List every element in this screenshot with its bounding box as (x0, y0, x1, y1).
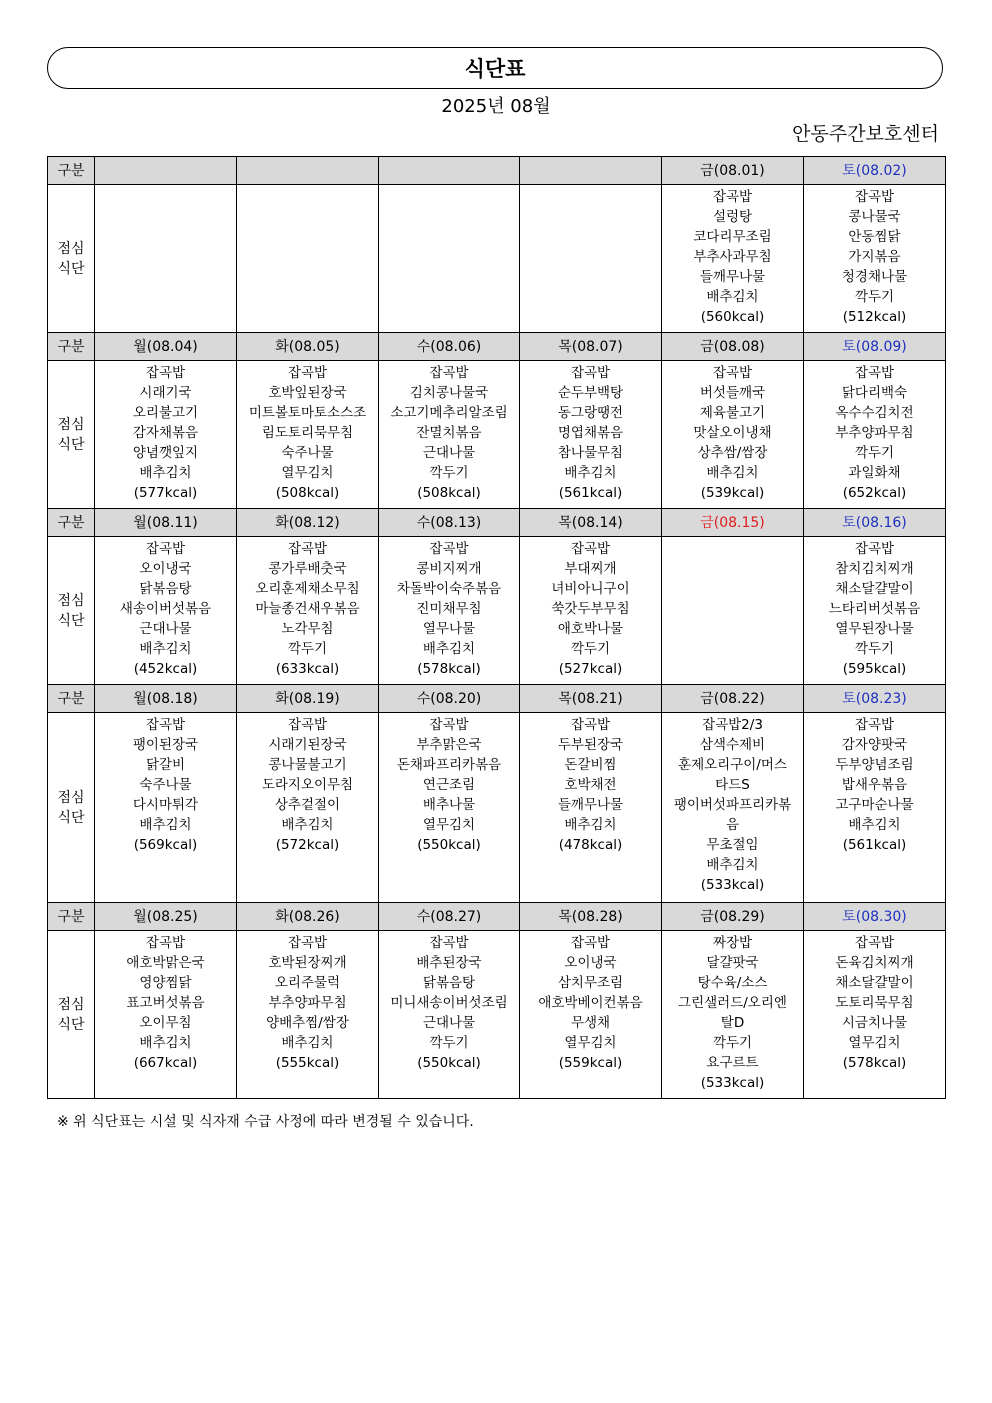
day-date: 수(08.20) (379, 685, 520, 713)
menu-item: 잡곡밥 (287, 717, 328, 733)
day-date: 목(08.21) (520, 685, 662, 713)
meal-cell (237, 713, 379, 903)
center-name: 안동주간보호센터 (792, 123, 939, 145)
menu-item: (559kcal) (558, 1055, 623, 1071)
menu-item: 열무김치 (848, 1035, 901, 1051)
menu-item: 미트볼토마토소스조 (248, 405, 367, 421)
menu-item: 무초절임 (706, 837, 759, 853)
menu-item: 명엽채볶음 (557, 425, 624, 441)
day-date: 토(08.30) (804, 903, 946, 931)
menu-item: 배추김치 (706, 857, 759, 873)
menu-item: 설렁탕 (712, 209, 753, 225)
meal-cell (804, 361, 946, 509)
day-date: 수(08.06) (379, 333, 520, 361)
menu-item: 잡곡밥 (429, 935, 469, 951)
meal-row (48, 713, 946, 903)
division-label: 구분 (48, 333, 95, 361)
menu-item: 부추사과무침 (693, 249, 772, 265)
day-date: 금(08.29) (662, 903, 804, 931)
menu-item: 순두부백탕 (557, 385, 624, 401)
menu-item: 잡곡밥 (570, 935, 611, 951)
menu-item: 팽이버섯파프리카볶 (673, 797, 792, 813)
menu-item: 배추김치 (706, 465, 759, 481)
meal-cell (520, 361, 662, 509)
menu-item: 배추김치 (564, 817, 617, 833)
meal-cell (662, 185, 804, 333)
menu-item: 돈갈비찜 (564, 757, 617, 773)
menu-item: 차돌박이숙주볶음 (396, 581, 502, 597)
menu-item: 감자양팟국 (841, 737, 908, 753)
menu-item: 오이냉국 (564, 955, 617, 971)
menu-item: (561kcal) (558, 485, 623, 501)
menu-item: 열무나물 (422, 621, 476, 637)
menu-item: 삼치무조림 (557, 975, 624, 991)
division-label: 구분 (48, 157, 95, 185)
menu-item: (550kcal) (417, 837, 481, 853)
menu-item: (508kcal) (275, 485, 340, 501)
meal-cell (95, 537, 237, 685)
page-title-text: 식단표 (464, 57, 526, 81)
menu-item: 잡곡밥 (570, 717, 611, 733)
menu-item: (577kcal) (133, 485, 198, 501)
menu-item: 상추쌈/쌈장 (697, 445, 768, 461)
menu-item: 잡곡밥 (287, 365, 328, 381)
menu-item: 무생채 (570, 1015, 611, 1031)
day-date: 목(08.14) (520, 509, 662, 537)
menu-item: 잡곡밥 (854, 365, 895, 381)
menu-table (47, 156, 946, 1099)
menu-item: 채소달걀말이 (835, 581, 914, 597)
menu-item: 참나물무침 (557, 445, 624, 461)
menu-item: (595kcal) (842, 661, 907, 677)
menu-item: 연근조림 (422, 777, 476, 793)
menu-item: 숙주나물 (281, 445, 334, 461)
menu-item: 양념깻잎지 (132, 445, 199, 461)
menu-item: 부대찌개 (564, 561, 617, 577)
day-date: 금(08.01) (662, 157, 804, 185)
day-date (379, 157, 520, 185)
menu-item: 열무김치 (281, 465, 334, 481)
menu-item: 잡곡밥 (712, 365, 753, 381)
menu-item: 닭갈비 (145, 757, 186, 773)
menu-item: 호박잎된장국 (268, 385, 347, 401)
day-date: 금(08.22) (662, 685, 804, 713)
menu-item: (652kcal) (842, 485, 907, 501)
date-header-row (48, 157, 946, 185)
menu-item: 배추김치 (139, 1035, 192, 1051)
footer-note: ※ 위 식단표는 시설 및 식자재 수급 사정에 따라 변경될 수 있습니다. (57, 1114, 474, 1130)
menu-item: 요구르트 (706, 1055, 759, 1071)
day-date: 토(08.16) (804, 509, 946, 537)
menu-item: (478kcal) (558, 837, 623, 853)
menu-item: 배추김치 (706, 289, 759, 305)
meal-label: 점심 식단 (48, 713, 95, 903)
menu-item: 근대나물 (422, 445, 476, 461)
menu-item: 콩나물불고기 (268, 757, 347, 773)
date-header-row (48, 903, 946, 931)
meal-cell (379, 537, 520, 685)
menu-item: 닭다리백숙 (841, 385, 908, 401)
day-date: 토(08.23) (804, 685, 946, 713)
menu-item: (533kcal) (700, 877, 765, 893)
meal-cell (804, 931, 946, 1099)
menu-item: 잡곡밥 (854, 541, 895, 557)
menu-item: 가지볶음 (848, 249, 901, 265)
menu-item: 안동찜닭 (848, 229, 901, 245)
menu-item: 깍두기 (429, 465, 469, 481)
menu-item: 부추양파무침 (835, 425, 914, 441)
menu-item: 잡곡밥 (429, 365, 469, 381)
date-header-row (48, 333, 946, 361)
day-date: 토(08.09) (804, 333, 946, 361)
meal-cell (237, 931, 379, 1099)
menu-item: 열무된장나물 (835, 621, 914, 637)
menu-item: 잡곡밥 (287, 541, 328, 557)
meal-cell (237, 361, 379, 509)
menu-item: 쑥갓두부무침 (551, 601, 630, 617)
menu-item: 배추김치 (139, 817, 192, 833)
menu-item: 호박된장찌개 (268, 955, 347, 971)
menu-item: 소고기메추리알조림 (390, 405, 508, 421)
menu-item: 부추맑은국 (416, 737, 482, 753)
date-header-row (48, 509, 946, 537)
menu-item: 배추김치 (422, 641, 476, 657)
menu-item: 깍두기 (287, 641, 328, 657)
menu-item: 잡곡밥 (145, 541, 186, 557)
menu-item: 진미채무침 (416, 601, 482, 617)
menu-item: 삼색수제비 (699, 737, 766, 753)
meal-cell (95, 931, 237, 1099)
menu-item: 돈육김치찌개 (835, 955, 914, 971)
meal-cell (379, 931, 520, 1099)
menu-item: 잡곡밥 (854, 189, 895, 205)
meal-cell (662, 537, 804, 685)
menu-item: 들깨무나물 (699, 269, 766, 285)
meal-cell (804, 185, 946, 333)
menu-item: 호박채전 (564, 777, 617, 793)
menu-item: 잡곡밥 (145, 717, 186, 733)
menu-item: (452kcal) (133, 661, 198, 677)
day-date: 월(08.25) (95, 903, 237, 931)
menu-item: 애호박맑은국 (126, 955, 205, 971)
menu-item: 숙주나물 (139, 777, 192, 793)
menu-item: 배추김치 (139, 465, 192, 481)
division-label: 구분 (48, 685, 95, 713)
menu-item: 깍두기 (854, 445, 895, 461)
menu-item: 과일화채 (848, 465, 901, 481)
menu-item: 시래기국 (139, 385, 192, 401)
menu-item: 두부된장국 (557, 737, 624, 753)
day-date: 토(08.02) (804, 157, 946, 185)
day-date: 월(08.18) (95, 685, 237, 713)
menu-item: 다시마튀각 (132, 797, 199, 813)
menu-item: 훈제오리구이/머스 (678, 757, 787, 773)
menu-item: 영양찜닭 (139, 975, 192, 991)
menu-item: 새송이버섯볶음 (119, 601, 212, 617)
menu-item: 탈D (720, 1015, 745, 1031)
meal-cell (520, 537, 662, 685)
meal-cell (662, 713, 804, 903)
menu-item: (569kcal) (133, 837, 198, 853)
menu-item: 잡곡밥 (712, 189, 753, 205)
menu-item: 잡곡밥 (429, 717, 469, 733)
meal-cell (520, 185, 662, 333)
meal-cell (237, 537, 379, 685)
menu-item: (512kcal) (842, 309, 907, 325)
menu-item: 콩나물국 (848, 209, 901, 225)
menu-item: 잡곡밥 (145, 935, 186, 951)
day-date: 화(08.12) (237, 509, 379, 537)
meal-cell (95, 185, 237, 333)
menu-item: 잡곡밥 (854, 935, 895, 951)
menu-item: 배추된장국 (416, 955, 482, 971)
meal-cell (379, 361, 520, 509)
menu-item: 타드S (715, 777, 750, 793)
month-label: 2025년 08월 (441, 96, 551, 117)
meal-row (48, 361, 946, 509)
day-date (520, 157, 662, 185)
day-date: 화(08.05) (237, 333, 379, 361)
day-date: 수(08.27) (379, 903, 520, 931)
date-header-row (48, 685, 946, 713)
menu-item: 탕수육/소스 (697, 975, 768, 991)
menu-item: 근대나물 (422, 1015, 476, 1031)
meal-row (48, 537, 946, 685)
meal-cell (237, 185, 379, 333)
meal-cell (379, 713, 520, 903)
menu-item: 노각무침 (281, 621, 334, 637)
day-date: 월(08.11) (95, 509, 237, 537)
menu-item: 돈채파프리카볶음 (396, 757, 502, 773)
menu-item: (667kcal) (133, 1055, 198, 1071)
menu-item: 동그랑땡전 (557, 405, 624, 421)
meal-cell (520, 713, 662, 903)
day-date (237, 157, 379, 185)
menu-item: 깍두기 (570, 641, 611, 657)
menu-item: 잡곡밥 (854, 717, 895, 733)
menu-item: 참치김치찌개 (835, 561, 914, 577)
menu-item: 맛살오이냉채 (693, 425, 772, 441)
menu-item: (578kcal) (417, 661, 481, 677)
menu-item: 잡곡밥 (570, 541, 611, 557)
menu-item: 음 (725, 817, 740, 833)
menu-item: 배추김치 (564, 465, 617, 481)
menu-item: (550kcal) (417, 1055, 481, 1071)
menu-item: 제육불고기 (699, 405, 766, 421)
menu-item: 미니새송이버섯조림 (390, 995, 508, 1011)
menu-item: 오리주물럭 (274, 975, 341, 991)
meal-cell (520, 931, 662, 1099)
menu-item: 녀비아니구이 (551, 581, 630, 597)
menu-item: (633kcal) (275, 661, 340, 677)
menu-item: 잡곡밥 (570, 365, 611, 381)
menu-item: 두부양념조림 (835, 757, 914, 773)
menu-item: 애호박나물 (557, 621, 624, 637)
menu-item: 콩가루배춧국 (268, 561, 347, 577)
division-label: 구분 (48, 509, 95, 537)
meal-cell (804, 713, 946, 903)
day-date: 금(08.15) (662, 509, 804, 537)
meal-cell (95, 361, 237, 509)
menu-item: 잡곡밥 (287, 935, 328, 951)
menu-item: 잡곡밥2/3 (702, 717, 763, 733)
day-date: 화(08.19) (237, 685, 379, 713)
menu-item: 배추나물 (422, 797, 476, 813)
menu-item: 림도토리묵무침 (261, 425, 354, 441)
menu-item: 오리불고기 (132, 405, 199, 421)
page-title (47, 47, 943, 89)
division-label: 구분 (48, 903, 95, 931)
menu-item: (560kcal) (700, 309, 765, 325)
menu-item: 근대나물 (139, 621, 192, 637)
menu-item: (533kcal) (700, 1075, 765, 1091)
menu-item: (555kcal) (275, 1055, 340, 1071)
menu-item: (572kcal) (275, 837, 340, 853)
menu-item: 닭볶음탕 (422, 975, 476, 991)
menu-item: 배추김치 (281, 1035, 334, 1051)
menu-item: 짜장밥 (712, 935, 753, 951)
menu-item: 코다리무조림 (693, 229, 772, 245)
day-date: 화(08.26) (237, 903, 379, 931)
menu-item: 애호박베이컨볶음 (538, 995, 643, 1011)
menu-item: 팽이된장국 (132, 737, 199, 753)
menu-item: 상추겉절이 (274, 797, 341, 813)
menu-item: 달걀팟국 (706, 955, 759, 971)
meal-label: 점심 식단 (48, 185, 95, 333)
menu-item: 잡곡밥 (145, 365, 186, 381)
menu-item: 옥수수김치전 (835, 405, 914, 421)
menu-item: 깍두기 (712, 1035, 753, 1051)
menu-item: 고구마순나물 (835, 797, 914, 813)
menu-item: 배추김치 (848, 817, 901, 833)
menu-item: 깍두기 (429, 1035, 469, 1051)
menu-item: (527kcal) (558, 661, 623, 677)
menu-item: 느타리버섯볶음 (828, 601, 921, 617)
menu-item: (578kcal) (842, 1055, 907, 1071)
day-date: 수(08.13) (379, 509, 520, 537)
menu-item: 시래기된장국 (268, 737, 347, 753)
meal-cell (804, 537, 946, 685)
day-date: 금(08.08) (662, 333, 804, 361)
menu-item: 열무김치 (422, 817, 476, 833)
menu-item: 깍두기 (854, 641, 895, 657)
meal-cell (379, 185, 520, 333)
menu-item: 도라지오이무침 (261, 777, 354, 793)
menu-item: 버섯들깨국 (699, 385, 766, 401)
menu-item: 잔멸치볶음 (416, 425, 482, 441)
menu-item: 오이무침 (139, 1015, 192, 1031)
menu-item: 오이냉국 (139, 561, 192, 577)
menu-item: 들깨무나물 (557, 797, 624, 813)
menu-item: 마늘종건새우볶음 (255, 601, 360, 617)
menu-item: 김치콩나물국 (409, 385, 489, 401)
menu-item: 열무김치 (564, 1035, 617, 1051)
menu-item: 깍두기 (854, 289, 895, 305)
meal-cell (95, 713, 237, 903)
menu-item: 잡곡밥 (429, 541, 469, 557)
day-date (95, 157, 237, 185)
menu-item: 그린샐러드/오리엔 (678, 995, 787, 1011)
meal-label: 점심 식단 (48, 931, 95, 1099)
menu-item: 시금치나물 (841, 1015, 908, 1031)
menu-item: 밥새우볶음 (841, 777, 908, 793)
meal-cell (662, 931, 804, 1099)
meal-label: 점심 식단 (48, 361, 95, 509)
day-date: 목(08.07) (520, 333, 662, 361)
menu-item: (561kcal) (842, 837, 907, 853)
menu-item: (539kcal) (700, 485, 765, 501)
menu-item: 오리훈제채소무침 (255, 581, 360, 597)
meal-cell (662, 361, 804, 509)
menu-item: (508kcal) (417, 485, 481, 501)
meal-row (48, 185, 946, 333)
meal-label: 점심 식단 (48, 537, 95, 685)
menu-item: 부추양파무침 (268, 995, 347, 1011)
menu-item: 닭볶음탕 (139, 581, 192, 597)
day-date: 목(08.28) (520, 903, 662, 931)
menu-item: 도토리묵무침 (835, 995, 914, 1011)
menu-item: 청경채나물 (841, 269, 908, 285)
day-date: 월(08.04) (95, 333, 237, 361)
menu-item: 감자채볶음 (132, 425, 199, 441)
menu-item: 표고버섯볶음 (126, 995, 205, 1011)
menu-item: 양배추찜/쌈장 (266, 1015, 349, 1031)
menu-item: 채소달걀말이 (835, 975, 914, 991)
menu-item: 콩비지찌개 (416, 561, 482, 577)
menu-item: 배추김치 (139, 641, 192, 657)
meal-row (48, 931, 946, 1099)
menu-item: 배추김치 (281, 817, 334, 833)
